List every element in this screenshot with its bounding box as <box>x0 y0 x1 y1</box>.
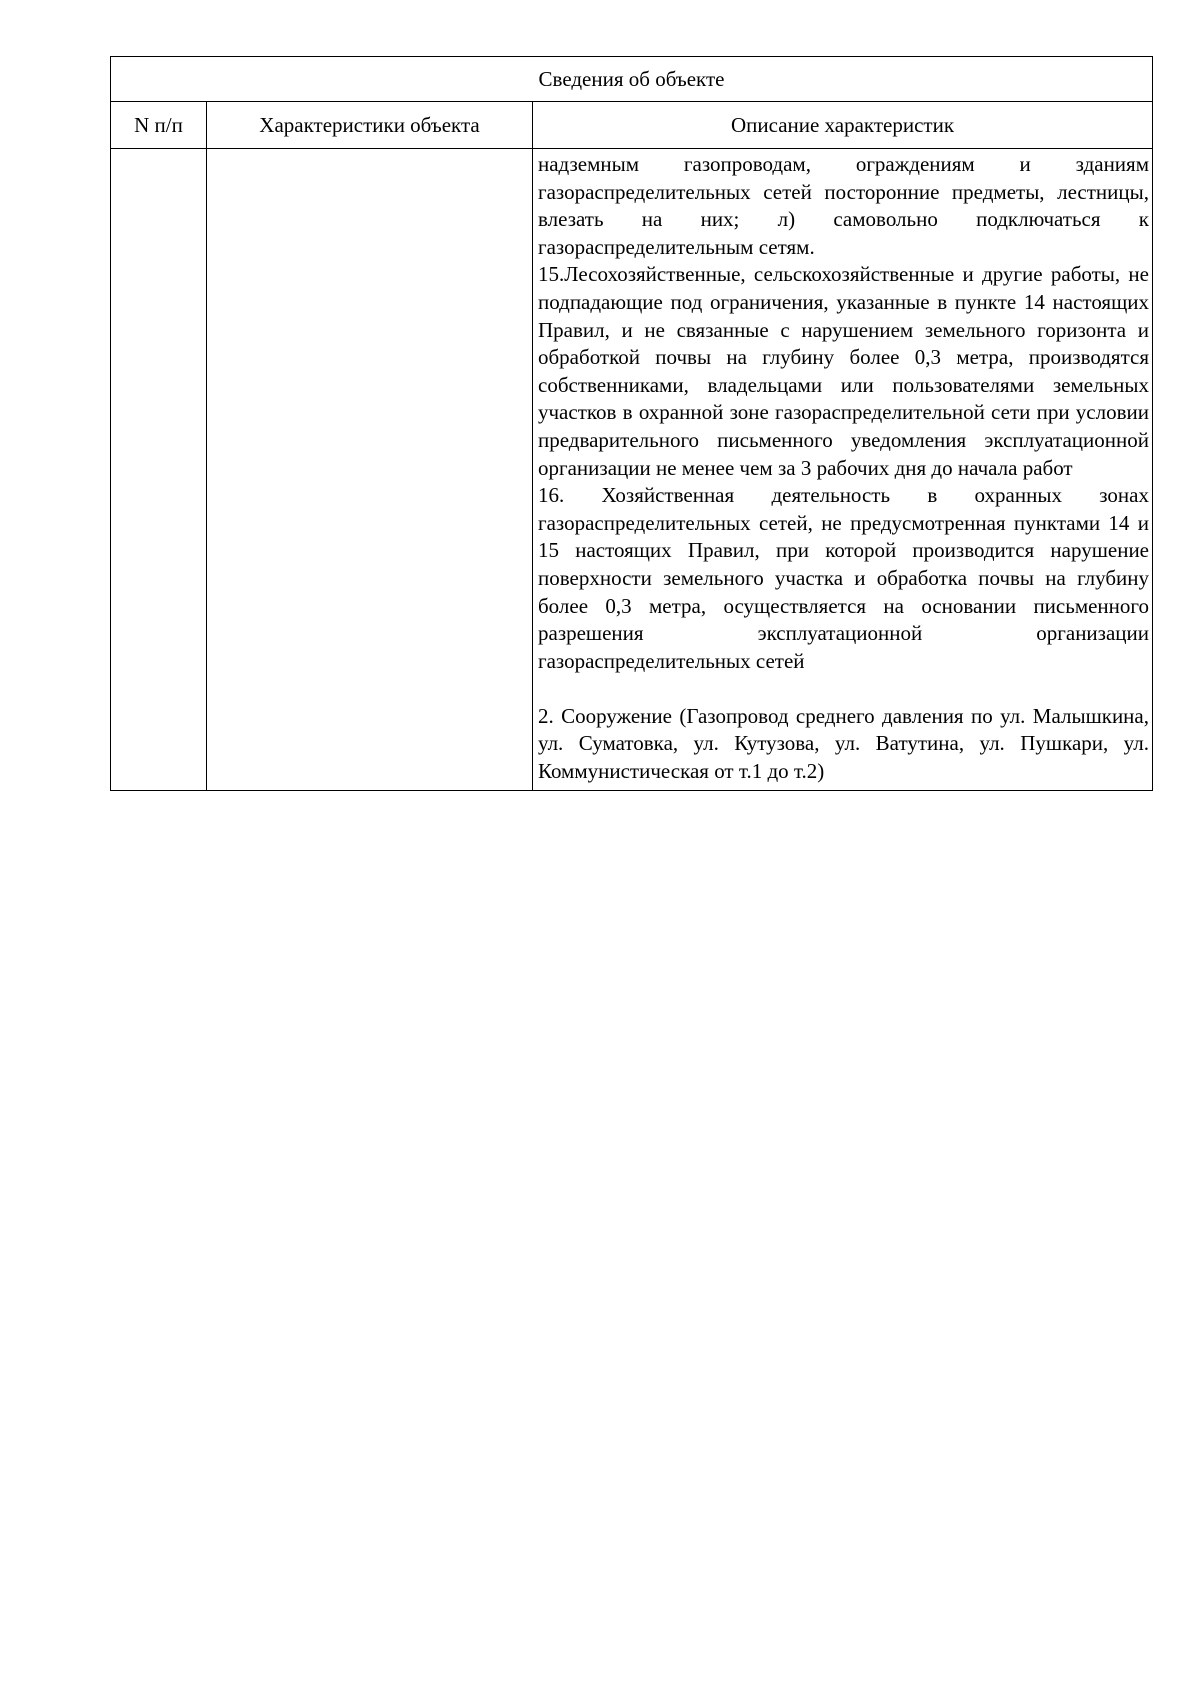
description-paragraph-continuation: надземным газопроводам, ограждениям и зданиям газораспределительных сетей посторонние предметы, лестницы, влезать на них; л) самовольно подключаться к газораспределительным сетям. <box>538 152 1149 259</box>
table-header-row <box>111 102 1153 149</box>
description-structure-2: 2. Сооружение (Газопровод среднего давления по ул. Малышкина, ул. Суматовка, ул. Кутузова, ул. Ватутина, ул. Пушкари, ул. Коммунистическая от т.1 до т.2) <box>538 703 1149 784</box>
table-caption-row <box>111 57 1153 102</box>
table-caption: Сведения об объекте <box>111 57 1153 102</box>
header-description: Описание характеристик <box>533 102 1153 149</box>
description-paragraph-15: 15.Лесохозяйственные, сельскохозяйственные и другие работы, не подпадающие под ограничения, указанные в пункте 14 настоящих Правил, и не связанные с нарушением земельного горизонта и обработкой почвы на глубину более 0,3 метра, производятся собственниками, владельцами или пользователями земельных участков в охранной зоне газораспределительной сети при условии предварительного письменного уведомления эксплуатационной организации не менее чем за 3 рабочих дня до начала работ <box>538 262 1149 480</box>
description-paragraph-16: 16. Хозяйственная деятельность в охранных зонах газораспределительных сетей, не предусмотренная пунктами 14 и 15 настоящих Правил, при которой производится нарушение поверхности земельного участка и обработка почвы на глубину более 0,3 метра, осуществляется на основании письменного разрешения эксплуатационной организации газораспределительных сетей <box>538 483 1149 673</box>
header-characteristics: Характеристики объекта <box>207 102 533 149</box>
row-description-cell <box>533 149 1153 791</box>
row-number-cell <box>111 149 207 791</box>
row-characteristics-cell <box>207 149 533 791</box>
header-number: N п/п <box>111 102 207 149</box>
object-info-table <box>110 56 1153 791</box>
table-row <box>111 149 1153 791</box>
